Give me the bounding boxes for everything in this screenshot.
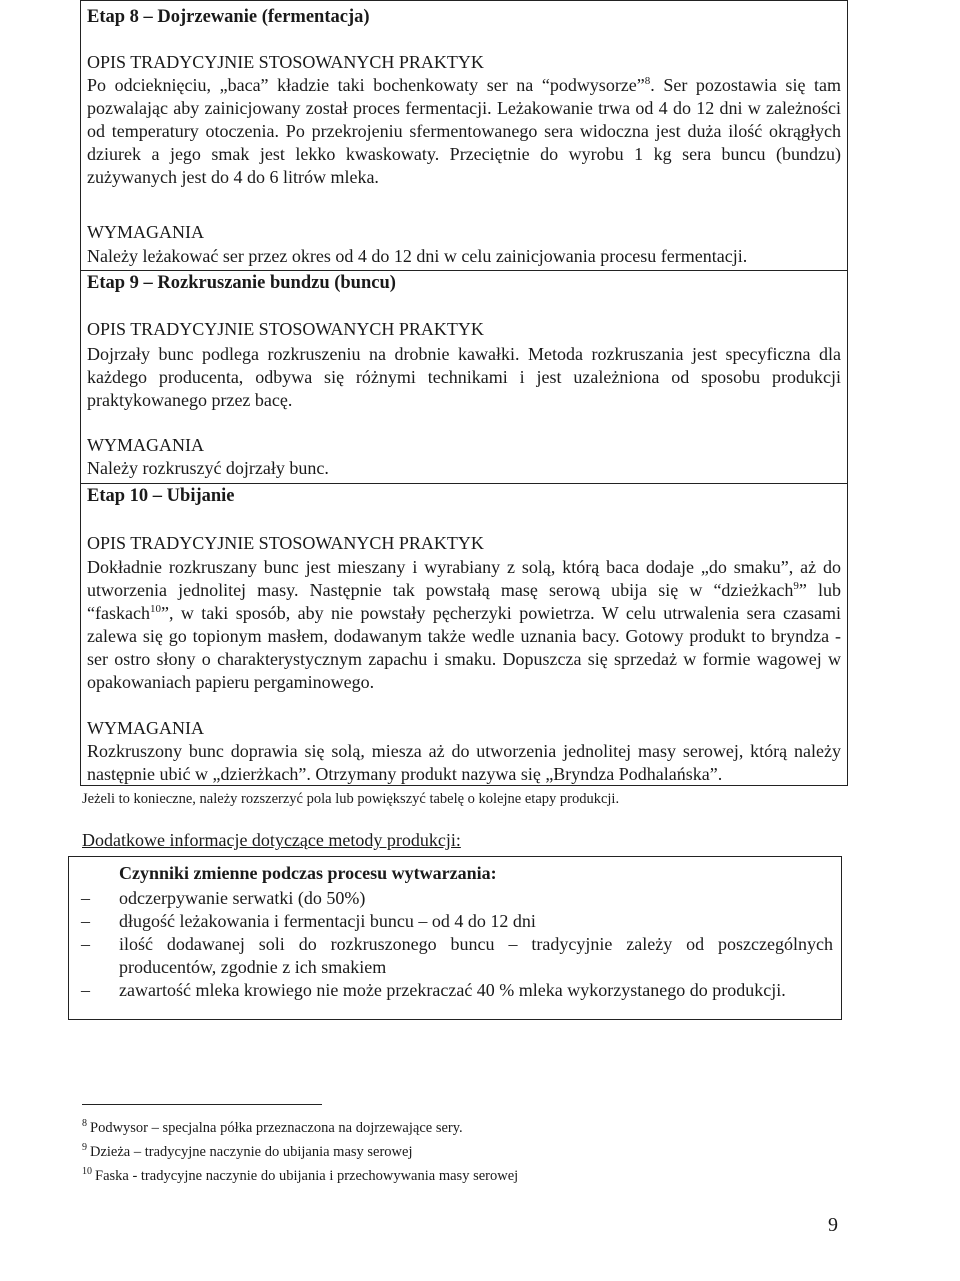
stage-8-requirements-label: WYMAGANIA [87,222,204,242]
stage-10-section [81,483,847,786]
footnote-text: Dzieża – tradycyjne naczynie do ubijania masy serowej [90,1143,413,1160]
list-item-text: odczerpywanie serwatki (do 50%) [119,888,366,908]
variable-factors-title: Czynniki zmienne podczas procesu wytwarzania: [119,863,497,883]
stage-9-requirements: Należy rozkruszyć dojrzały bunc. [87,458,329,478]
stage-10-description [87,556,841,694]
footnote-text: Faska - tradycyjne naczynie do ubijania i przechowywania masy serowej [95,1167,519,1184]
footnote-ref-9: 9 [793,580,799,592]
footnote-number: 8 [82,1118,87,1129]
footnote-number: 10 [82,1165,92,1177]
footnotes [82,1114,518,1185]
list-item-text: długość leżakowania i fermentacji buncu – od 4 do 12 dni [119,911,536,931]
variable-factors-box [68,856,842,1020]
stage-10-title: Etap 10 – Ubijanie [87,486,235,506]
production-stages-table [80,0,848,786]
stage-10-description-label: OPIS TRADYCYJNIE STOSOWANYCH PRAKTYK [87,533,484,553]
footnote-ref-10: 10 [149,603,161,615]
dash-bullet: – [81,911,90,931]
stage-8-description [87,74,841,189]
stage-10-description-part-1: Dokładnie rozkruszany bunc jest mieszany i wyrabiany z solą, którą baca dodaje „do smaku”, aż do utworzenia jednolitej masy. Następnie tak powstałą masę serową ubija się w “dzieżkach [87,557,841,600]
footnote-8 [82,1114,518,1138]
list-item [69,979,841,1002]
list-item-text: ilość dodawanej soli do rozkruszonego buncu – tradycyjnie zależy od poszczególnych producentów, zgodnie z ich smakiem [119,934,833,977]
footnote-10 [82,1162,518,1186]
stage-9-description: Dojrzały bunc podlega rozkruszeniu na drobnie kawałki. Metoda rozkruszania jest specyficzna dla każdego producenta, odbywa się różnymi technikami i jest uzależniona od sposobu produkcji praktykowanego przez bacę. [87,344,841,410]
stage-10-requirements-label: WYMAGANIA [87,718,204,738]
page-number: 9 [828,1214,838,1236]
footnote-number: 9 [82,1141,87,1153]
variable-factors-list [69,887,841,1002]
dash-bullet: – [81,888,90,908]
additional-info-heading: Dodatkowe informacje dotyczące metody produkcji: [82,830,461,850]
list-item [69,910,841,933]
footnote-separator [82,1104,322,1105]
stage-9-description-label: OPIS TRADYCYJNIE STOSOWANYCH PRAKTYK [87,319,484,339]
footnote-ref-8: 8 [644,75,651,87]
dash-bullet: – [81,934,90,954]
stage-8-description-part-2: . Ser pozostawia się tam pozwalając aby zainicjowany został proces fermentacji. Leżakowanie trwa od 4 do 12 dni w zależności od temperatury otoczenia. Po przekrojeniu sfermentowanego sera widoczna jest duża ilość okrągłych dziurek a jego smak jest lekko kwaskowaty. Przeciętnie do wyrobu 1 kg sera buncu (bundzu) zużywanych jest do 4 do 6 litrów mleka. [87,75,841,187]
dash-bullet: – [81,980,90,1000]
list-item [69,887,841,910]
stage-8-section [81,0,847,270]
table-extension-note: Jeżeli to konieczne, należy rozszerzyć pola lub powiększyć tabelę o kolejne etapy produkcji. [82,791,620,807]
list-item-text: zawartość mleka krowiego nie może przekraczać 40 % mleka wykorzystanego do produkcji. [119,980,786,1000]
stage-8-requirements: Należy leżakować ser przez okres od 4 do 12 dni w celu zainicjowania procesu fermentacji. [87,246,748,266]
footnote-text: Podwysor – specjalna półka przeznaczona na dojrzewające sery. [90,1119,463,1136]
stage-8-title: Etap 8 – Dojrzewanie (fermentacja) [87,7,370,27]
stage-8-description-part-1: Po odcieknięciu, „baca” kładzie taki bochenkowaty ser na “podwysorze” [87,75,645,95]
stage-10-description-part-3: ”, w taki sposób, aby nie powstały pęcherzyki powietrza. W celu utrwalenia sera czasami zalewa się go topionym masłem, dodawanym także wedle uznania bacy. Gotowy produkt to bryndza - ser ostro słony o charakterystycznym zapachu i smaku. Dopuszcza się sprzedaż w formie wagowej w opakowaniach papieru pergaminowego. [87,603,841,692]
stage-8-description-label: OPIS TRADYCYJNIE STOSOWANYCH PRAKTYK [87,52,484,72]
stage-10-requirements: Rozkruszony bunc doprawia się solą, miesza aż do utworzenia jednolitej masy serowej, którą należy następnie ubić w „dzierżkach”. Otrzymany produkt nazywa się „Bryndza Podhalańska”. [87,741,841,784]
list-item [69,933,841,979]
footnote-9 [82,1138,518,1162]
stage-9-requirements-label: WYMAGANIA [87,435,204,455]
stage-9-title: Etap 9 – Rozkruszanie bundzu (buncu) [87,273,396,293]
stage-9-section [81,270,847,483]
stage-10-description-part-2: ” lub “faskach [87,580,841,623]
